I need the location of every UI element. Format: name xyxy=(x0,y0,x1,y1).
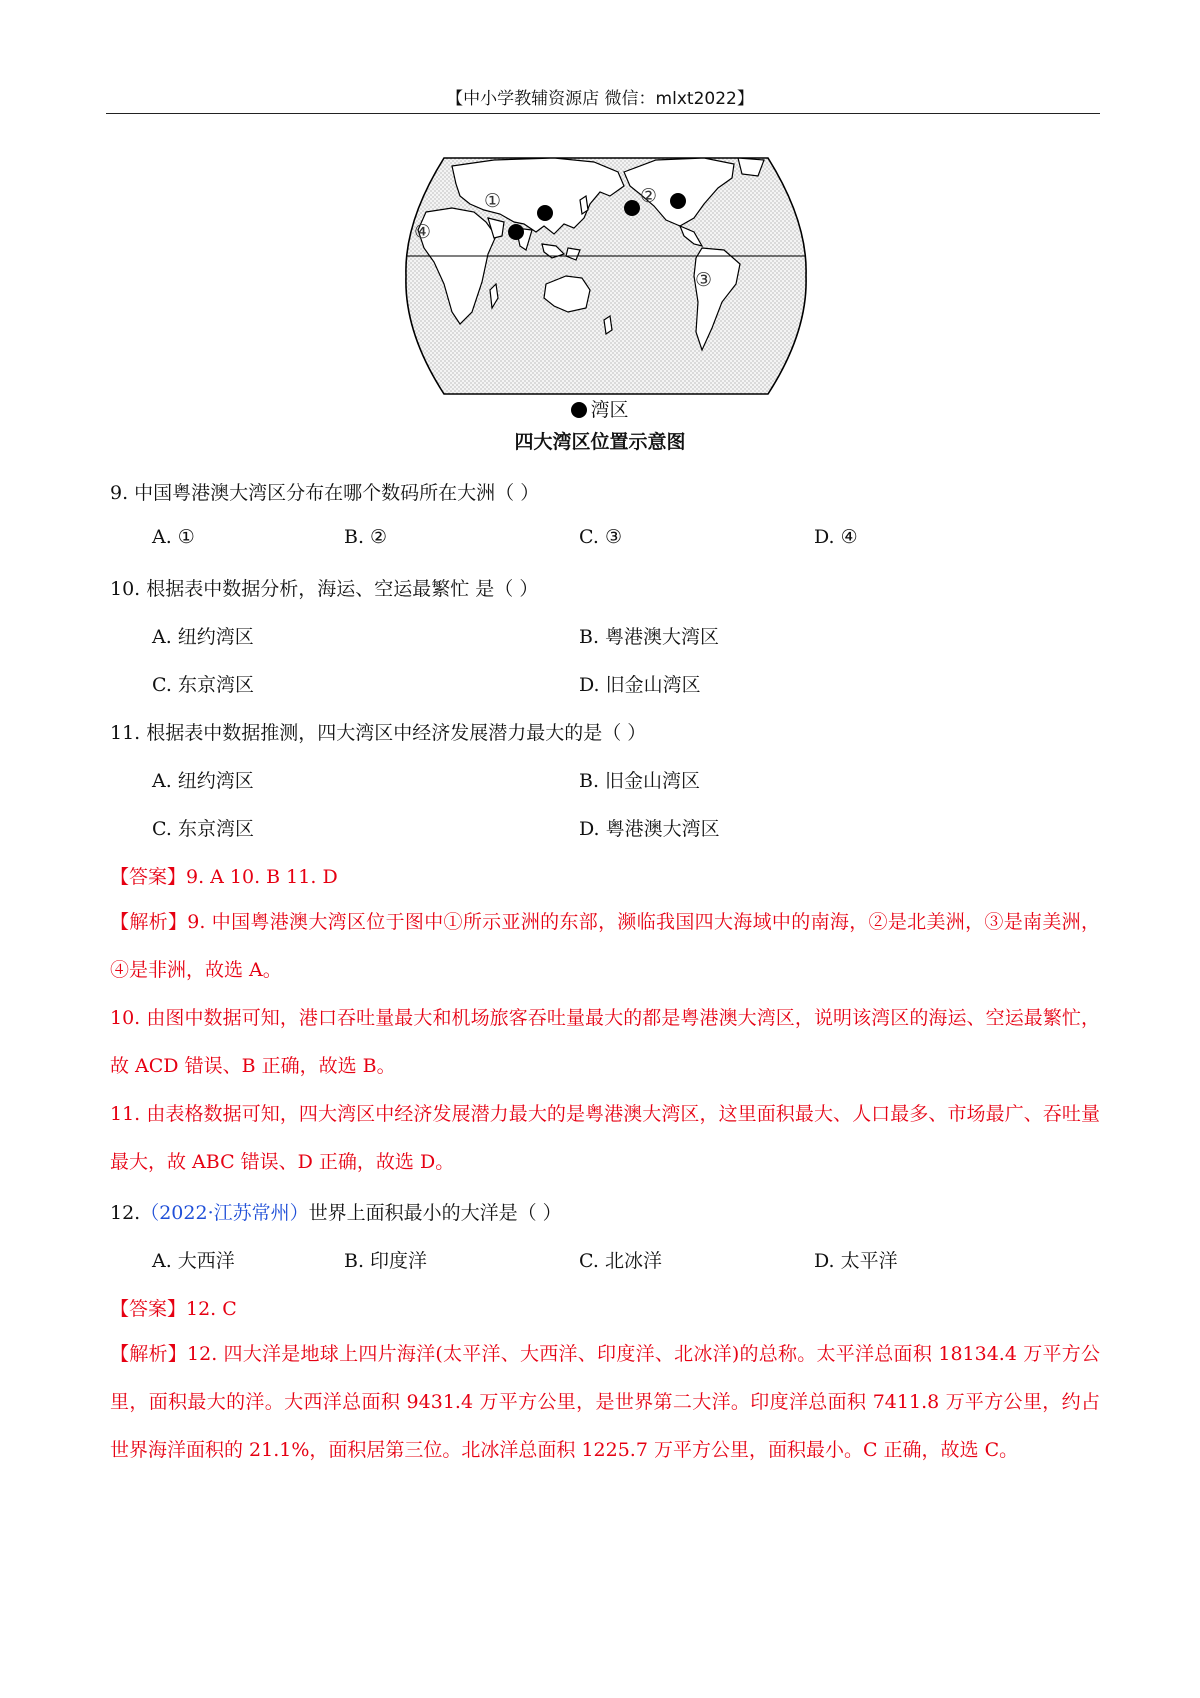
q11-option-a: A. 纽约湾区 xyxy=(152,770,254,792)
map-label-4: ④ xyxy=(414,221,432,243)
q11-option-d: D. 粤港澳大湾区 xyxy=(579,818,720,840)
analysis-9: 【解析】9. 中国粤港澳大湾区位于图中①所示亚洲的东部，濒临我国四大海域中的南海，②是北美洲，③是南美洲，④是非洲，故选 A。 xyxy=(110,911,1100,981)
q12-option-d: D. 太平洋 xyxy=(814,1250,898,1272)
q9-option-b: B. ② xyxy=(344,526,388,548)
analysis-10: 10. 由图中数据可知，港口吞吐量最大和机场旅客吞吐量最大的都是粤港澳大湾区，说明该湾区的海运、空运最繁忙，故 ACD 错误、B 正确，故选 B。 xyxy=(110,1007,1100,1077)
q12-text: 世界上面积最小的大洋是（ ） xyxy=(308,1202,562,1224)
q10-option-b: B. 粤港澳大湾区 xyxy=(579,626,720,648)
q12-option-b: B. 印度洋 xyxy=(344,1250,428,1272)
map-caption: 四大湾区位置示意图 xyxy=(514,431,686,453)
q9-option-c: C. ③ xyxy=(579,526,622,548)
world-map-figure xyxy=(404,152,808,400)
world-map-svg xyxy=(404,152,808,400)
q10-option-c: C. 东京湾区 xyxy=(152,674,254,696)
page-header: 【中小学教辅资源店 微信：mlxt2022】 xyxy=(446,89,754,109)
legend-dot-icon xyxy=(571,402,587,418)
q12-option-a: A. 大西洋 xyxy=(152,1250,235,1272)
q10-option-d: D. 旧金山湾区 xyxy=(579,674,701,696)
q10-option-a: A. 纽约湾区 xyxy=(152,626,254,648)
map-label-3: ③ xyxy=(695,269,713,291)
q9-option-d: D. ④ xyxy=(814,526,858,548)
question-9-stem: 9. 中国粤港澳大湾区分布在哪个数码所在大洲（ ） xyxy=(110,482,540,504)
map-legend xyxy=(0,395,1200,422)
q11-option-b: B. 旧金山湾区 xyxy=(579,770,701,792)
question-11-stem: 11. 根据表中数据推测，四大湾区中经济发展潜力最大的是（ ） xyxy=(110,722,647,744)
answer-9-11: 【答案】9. A 10. B 11. D xyxy=(110,866,338,888)
analysis-12: 【解析】12. 四大洋是地球上四片海洋(太平洋、大西洋、印度洋、北冰洋)的总称。太平洋总面积 18134.4 万平方公里，面积最大的洋。大西洋总面积 9431.4 万平方公里，是世界第二大洋。印度洋总面积 7411.8 万平方公里，约占世界海洋面积的 21.1%，面积居第三位。北冰洋总面积 1225.7 万平方公里，面积最小。C 正确，故选 C。 xyxy=(110,1343,1100,1461)
map-label-2: ② xyxy=(640,185,658,207)
answer-12: 【答案】12. C xyxy=(110,1298,237,1320)
q9-option-a: A. ① xyxy=(152,526,195,548)
q12-number: 12. xyxy=(110,1202,141,1224)
header-divider xyxy=(106,113,1100,114)
question-12-stem xyxy=(110,1198,562,1225)
question-10-stem: 10. 根据表中数据分析，海运、空运最繁忙 是（ ） xyxy=(110,578,539,600)
bay-area-dot-newyork xyxy=(670,193,686,209)
q12-source: （2022·江苏常州） xyxy=(140,1202,309,1224)
q12-option-c: C. 北冰洋 xyxy=(579,1250,662,1272)
bay-area-dot-sanfrancisco xyxy=(624,200,640,216)
q11-option-c: C. 东京湾区 xyxy=(152,818,254,840)
legend-label: 湾区 xyxy=(590,399,629,421)
map-label-1: ① xyxy=(484,190,502,212)
analysis-11: 11. 由表格数据可知，四大湾区中经济发展潜力最大的是粤港澳大湾区，这里面积最大、人口最多、市场最广、吞吐量最大，故 ABC 错误、D 正确，故选 D。 xyxy=(110,1103,1100,1173)
bay-area-dot-tokyo xyxy=(537,205,553,221)
bay-area-dot-guangdong xyxy=(508,224,524,240)
